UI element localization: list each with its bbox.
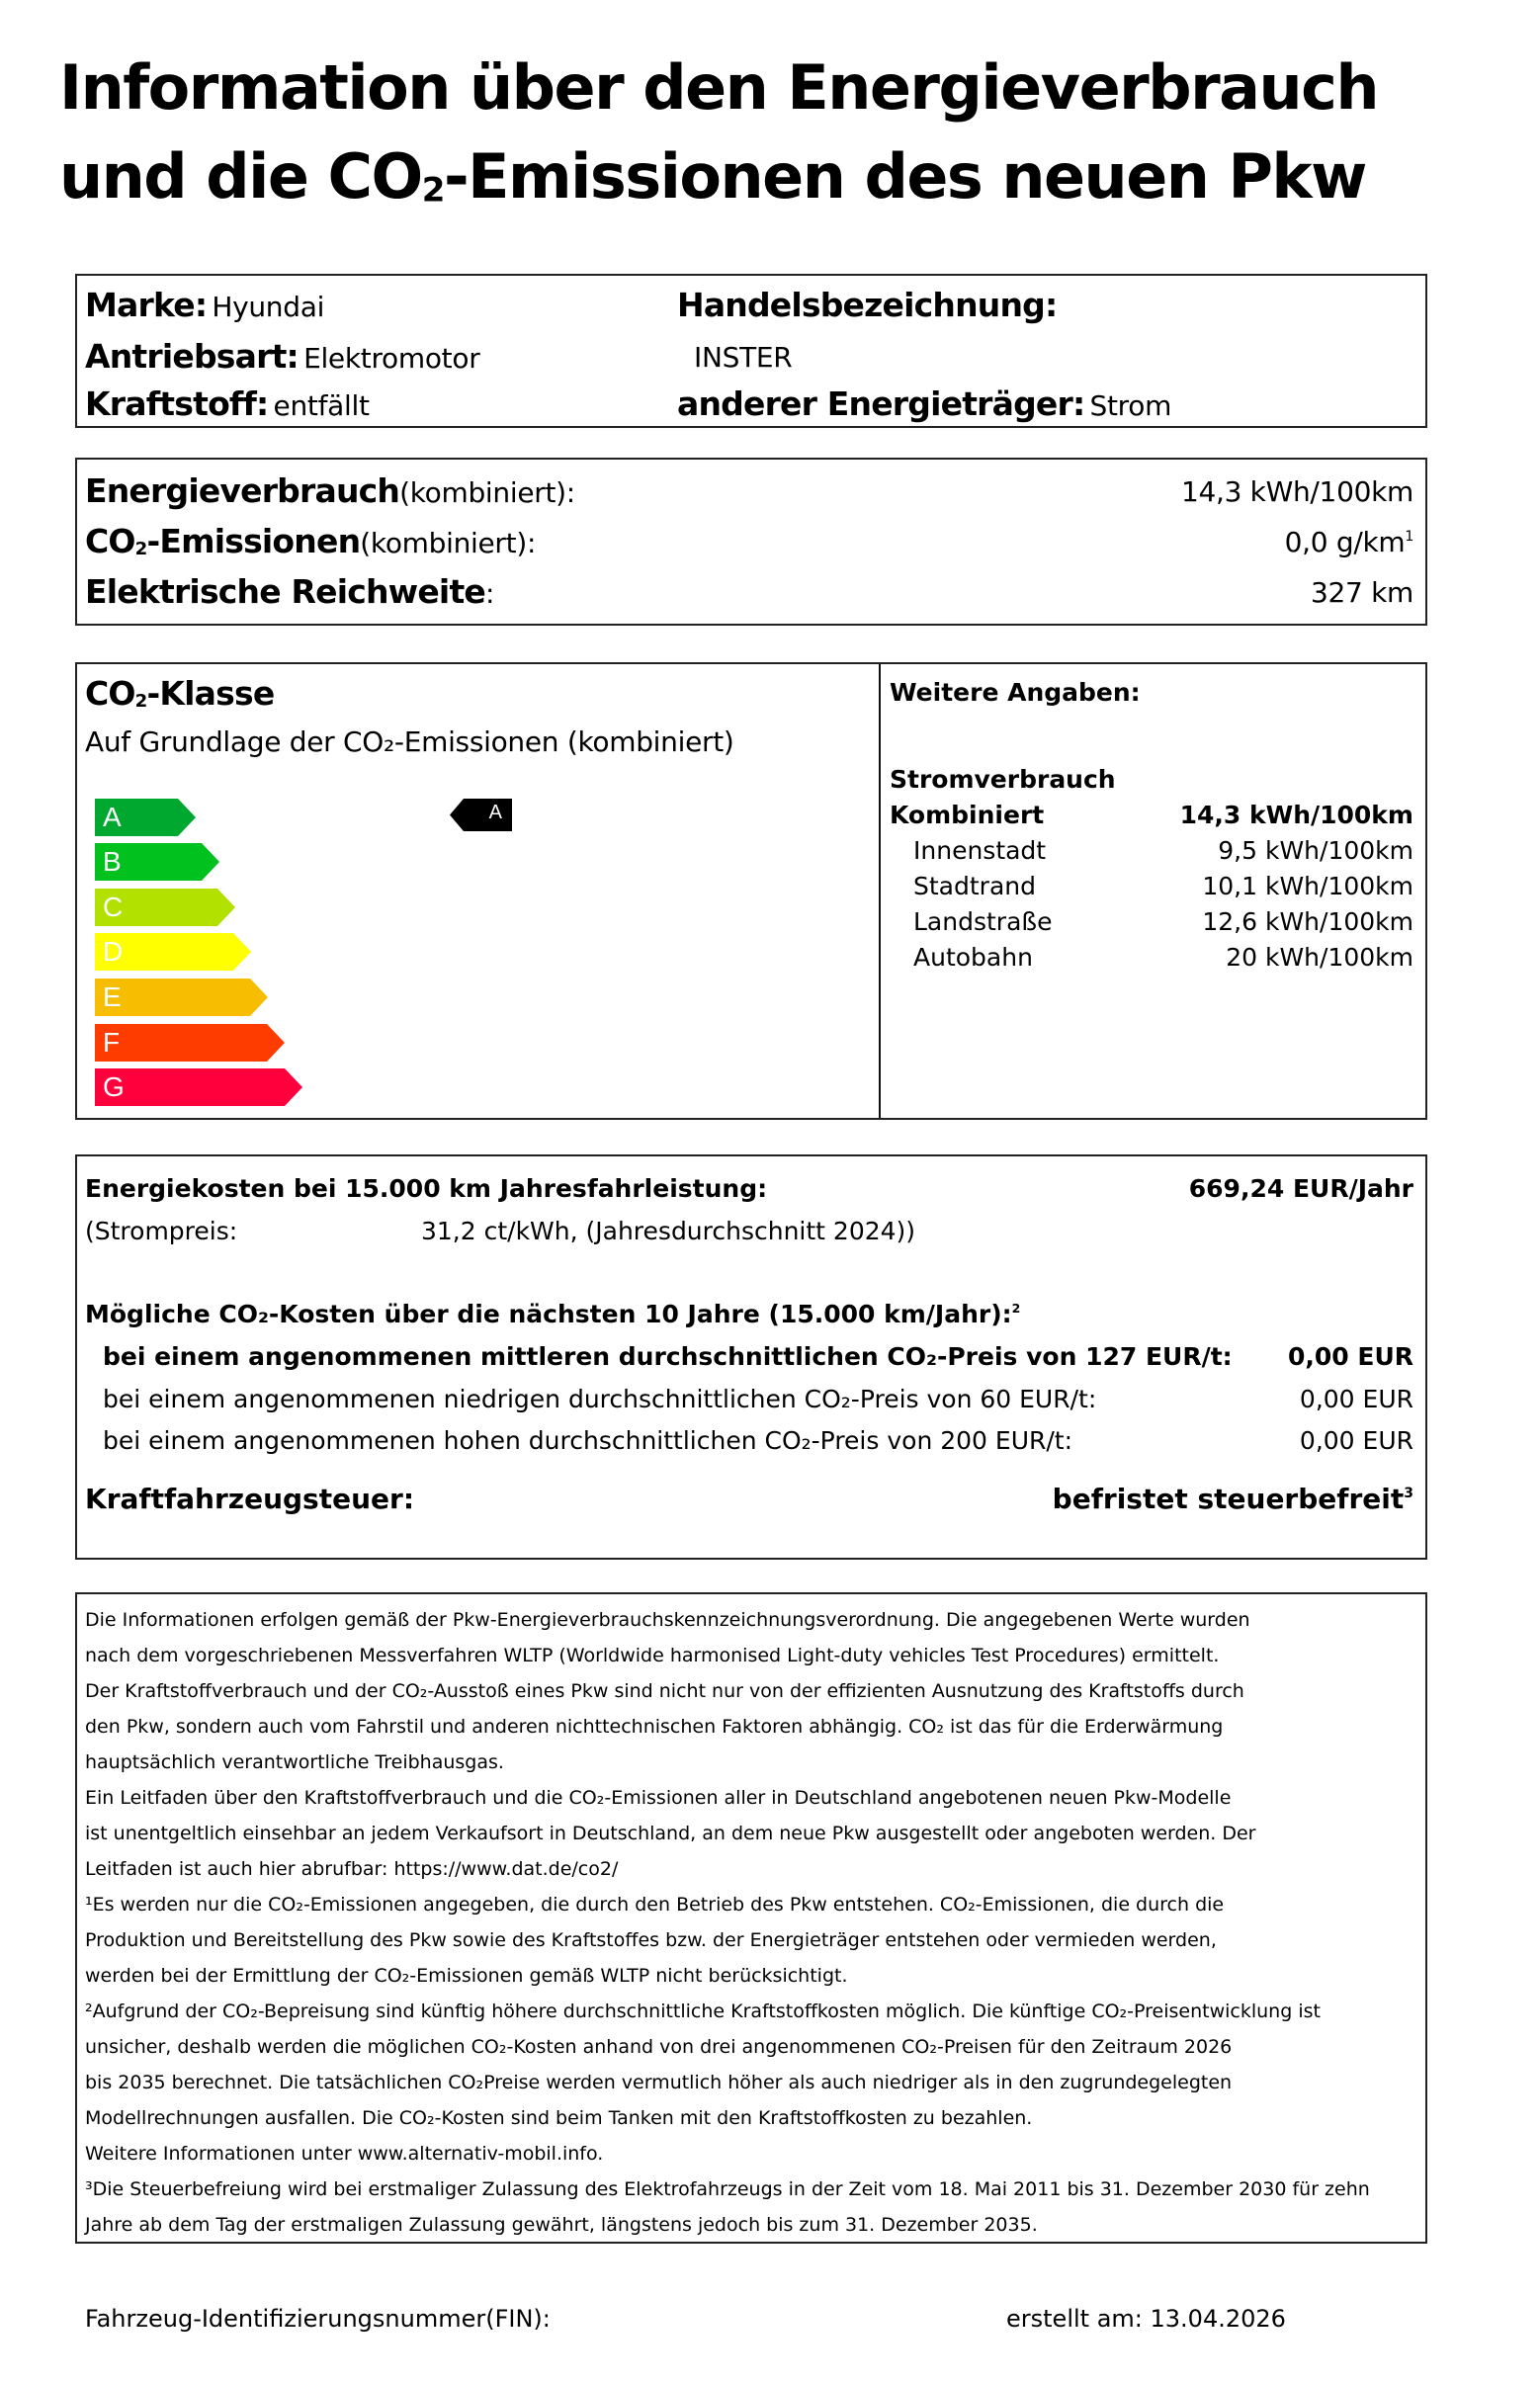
co2-suffix: (kombiniert): (360, 527, 537, 559)
co2-emissionen-label (85, 522, 360, 560)
stadtrand-label: Stadtrand (913, 872, 1036, 900)
kfz-steuer-value (1053, 1483, 1413, 1515)
vehicle-info-box (75, 274, 1427, 428)
innenstadt-label: Innenstadt (913, 836, 1047, 865)
antriebsart-value: Elektromotor (303, 342, 480, 375)
co2-class-subtitle: Auf Grundlage der CO₂-Emissionen (kombiniert) (85, 725, 734, 758)
heading-text: CO (85, 674, 135, 713)
co2-emissionen-row (85, 522, 536, 560)
costs-box (75, 1154, 1427, 1560)
energietraeger-row (677, 384, 1171, 423)
scenario-mittel-value: 0,00 EUR (1287, 1342, 1413, 1371)
page-title-line1: Information über den Energieverbrauch (59, 51, 1379, 124)
current-class-marker (450, 799, 512, 831)
class-letter: D (103, 936, 124, 967)
co2-value-text: 0,0 g/km (1284, 526, 1406, 558)
fine-print-line: Die Informationen erfolgen gemäß der Pkw-Energieverbrauchskennzeichnungsverordnung. Die angegebenen Werte wurden (85, 1609, 1250, 1631)
class-bar-e (95, 979, 268, 1016)
co2-subscript: 2 (134, 538, 147, 559)
energietraeger-label: anderer Energieträger: (677, 384, 1085, 423)
fine-print-line: Weitere Informationen unter www.alternativ-mobil.info. (85, 2143, 604, 2165)
handelsbezeichnung-label: Handelsbezeichnung: (677, 286, 1058, 324)
autobahn-label: Autobahn (913, 943, 1033, 972)
marke-row (85, 286, 324, 324)
footnote-marker: 3 (1404, 1485, 1413, 1501)
weitere-angaben-heading: Weitere Angaben: (890, 678, 1141, 707)
fine-print-line: nach dem vorgeschriebenen Messverfahren WLTP (Worldwide harmonised Light-duty vehicles Test Procedures) ermittelt. (85, 1645, 1220, 1666)
fine-print-line: Ein Leitfaden über den Kraftstoffverbrauch und die CO₂-Emissionen aller in Deutschland angebotenen neuen Pkw-Modelle (85, 1787, 1232, 1809)
scenario-niedrig-value: 0,00 EUR (1299, 1385, 1413, 1413)
energieverbrauch-suffix: (kombiniert): (399, 476, 575, 509)
kraftstoff-value: entfällt (273, 389, 370, 422)
class-letter: B (103, 846, 122, 877)
reichweite-label: Elektrische Reichweite (85, 572, 486, 611)
reichweite-suffix: : (485, 577, 495, 610)
class-letter: E (103, 981, 122, 1012)
co2-text: -Emissionen (146, 522, 361, 560)
erstellt-label: erstellt am: (1006, 2305, 1143, 2333)
arrow-bar-shape (95, 1068, 302, 1106)
stadtrand-value: 10,1 kWh/100km (1202, 872, 1413, 900)
landstrasse-value: 12,6 kWh/100km (1202, 907, 1413, 936)
consumption-summary-box (75, 458, 1427, 626)
class-letter: A (103, 802, 122, 832)
class-letter: G (103, 1071, 125, 1102)
stromverbrauch-heading: Stromverbrauch (890, 765, 1116, 794)
co2-emissionen-value (1285, 526, 1413, 558)
fine-print-footnote-3: ³Die Steuerbefreiung wird bei erstmaliger Zulassung des Elektrofahrzeugs in der Zeit vom 18. Mai 2011 bis 31. Dezember 2030 für zehn (85, 2178, 1370, 2200)
title-text: und die CO (59, 140, 422, 213)
energieverbrauch-label: Energieverbrauch (85, 471, 400, 510)
kfz-steuer-label: Kraftfahrzeugsteuer: (85, 1483, 415, 1515)
strompreis-label: (Strompreis: (85, 1217, 238, 1245)
arrow-bar-shape (95, 1024, 285, 1062)
energieverbrauch-value: 14,3 kWh/100km (1180, 475, 1413, 508)
handelsbezeichnung-value-row (694, 341, 792, 374)
scenario-mittel-label: bei einem angenommenen mittleren durchschnittlichen CO₂-Preis von 127 EUR/t: (103, 1342, 1233, 1371)
strompreis-value: 31,2 ct/kWh, (Jahresdurchschnitt 2024)) (421, 1217, 916, 1245)
fine-print-line: ist unentgeltlich einsehbar an jedem Verkaufsort in Deutschland, an dem neue Pkw ausgestellt oder angeboten werden. Der (85, 1823, 1256, 1844)
fine-print-line: bis 2035 berechnet. Die tatsächlichen CO₂Preise werden vermutlich höher als auch niedriger als in den zugrundegelegten (85, 2072, 1233, 2093)
class-letter: F (103, 1027, 121, 1058)
marke-value: Hyundai (212, 291, 325, 323)
reichweite-value: 327 km (1310, 576, 1413, 609)
class-bar-d (95, 933, 251, 971)
co2-text: CO (85, 522, 135, 560)
autobahn-value: 20 kWh/100km (1226, 943, 1413, 972)
fine-print-line: Produktion und Bereitstellung des Pkw sowie des Kraftstoffes bzw. der Energieträger entstehen oder vermieden werden, (85, 1929, 1217, 1951)
title-subscript: 2 (421, 170, 444, 211)
marke-label: Marke: (85, 286, 208, 324)
page-title-line2 (59, 140, 1366, 213)
heading-text: -Klasse (146, 674, 275, 713)
class-bar-b (95, 843, 219, 881)
class-bar-a (95, 799, 196, 836)
reichweite-row (85, 572, 494, 611)
class-bar-f (95, 1024, 285, 1062)
class-letter: C (103, 892, 124, 922)
heading-subscript: 2 (134, 690, 147, 712)
scenario-hoch-value: 0,00 EUR (1299, 1426, 1413, 1455)
scenario-hoch-label: bei einem angenommenen hohen durchschnittlichen CO₂-Preis von 200 EUR/t: (103, 1426, 1073, 1455)
fine-print-line: den Pkw, sondern auch vom Fahrstil und anderen nichttechnischen Faktoren abhängig. CO₂ ist das für die Erderwärmung (85, 1716, 1224, 1738)
energieverbrauch-row (85, 471, 575, 510)
fine-print-line: Leitfaden ist auch hier abrufbar: https://www.dat.de/co2/ (85, 1858, 619, 1880)
energiekosten-label: Energiekosten bei 15.000 km Jahresfahrleistung: (85, 1174, 768, 1203)
landstrasse-label: Landstraße (913, 907, 1053, 936)
scenario-niedrig-label: bei einem angenommenen niedrigen durchschnittlichen CO₂-Preis von 60 EUR/t: (103, 1385, 1097, 1413)
fine-print-line: unsicher, deshalb werden die möglichen CO₂-Kosten anhand von drei angenommenen CO₂-Preisen für den Zeitraum 2026 (85, 2036, 1233, 2058)
handelsbezeichnung-row (677, 286, 1057, 324)
antriebsart-row (85, 337, 479, 376)
erstellt-date: 13.04.2026 (1150, 2305, 1286, 2333)
kombiniert-label: Kombiniert (890, 801, 1045, 829)
footnote-marker: 2 (1011, 1301, 1021, 1316)
co2-kosten-text: Mögliche CO₂-Kosten über die nächsten 10 Jahre (15.000 km/Jahr): (85, 1300, 1012, 1328)
co2-class-heading (85, 674, 274, 713)
kfz-steuer-text: befristet steuerbefreit (1052, 1483, 1405, 1515)
antriebsart-label: Antriebsart: (85, 337, 299, 376)
innenstadt-value: 9,5 kWh/100km (1218, 836, 1413, 865)
fine-print-line: Der Kraftstoffverbrauch und der CO₂-Ausstoß eines Pkw sind nicht nur von der effizienten Ausnutzung des Kraftstoffs durch (85, 1680, 1244, 1702)
energietraeger-value: Strom (1089, 389, 1172, 422)
energiekosten-value: 669,24 EUR/Jahr (1188, 1174, 1413, 1203)
fin-label: Fahrzeug-Identifizierungsnummer(FIN): (85, 2305, 551, 2333)
kombiniert-value: 14,3 kWh/100km (1179, 801, 1413, 829)
fine-print-footnote-1: ¹Es werden nur die CO₂-Emissionen angegeben, die durch den Betrieb des Pkw entstehen. CO₂-Emissionen, die durch die (85, 1894, 1225, 1916)
kraftstoff-row (85, 384, 370, 423)
erstellt-am (1006, 2305, 1286, 2333)
marker-letter: A (488, 802, 502, 823)
title-text: -Emissionen des neuen Pkw (443, 140, 1366, 213)
column-divider (879, 664, 881, 1118)
fine-print-footnote-2: ²Aufgrund der CO₂-Bepreisung sind künftig höhere durchschnittliche Kraftstoffkosten möglich. Die künftige CO₂-Preisentwicklung ist (85, 2001, 1321, 2022)
class-bar-g (95, 1068, 302, 1106)
fine-print-box (75, 1592, 1427, 2244)
footnote-marker: 1 (1405, 528, 1413, 545)
marker-arrow-icon (450, 799, 512, 831)
handelsbezeichnung-value: INSTER (694, 341, 793, 374)
fine-print-line: Modellrechnungen ausfallen. Die CO₂-Kosten sind beim Tanken mit den Kraftstoffkosten zu bezahlen. (85, 2107, 1033, 2129)
co2-kosten-heading (85, 1300, 1020, 1328)
class-bar-c (95, 889, 235, 926)
fine-print-line: werden bei der Ermittlung der CO₂-Emissionen gemäß WLTP nicht berücksichtigt. (85, 1965, 848, 1987)
fine-print-line: hauptsächlich verantwortliche Treibhausgas. (85, 1751, 504, 1773)
kraftstoff-label: Kraftstoff: (85, 384, 269, 423)
fine-print-line: Jahre ab dem Tag der erstmaligen Zulassung gewährt, längstens jedoch bis zum 31. Dezember 2035. (85, 2214, 1038, 2236)
